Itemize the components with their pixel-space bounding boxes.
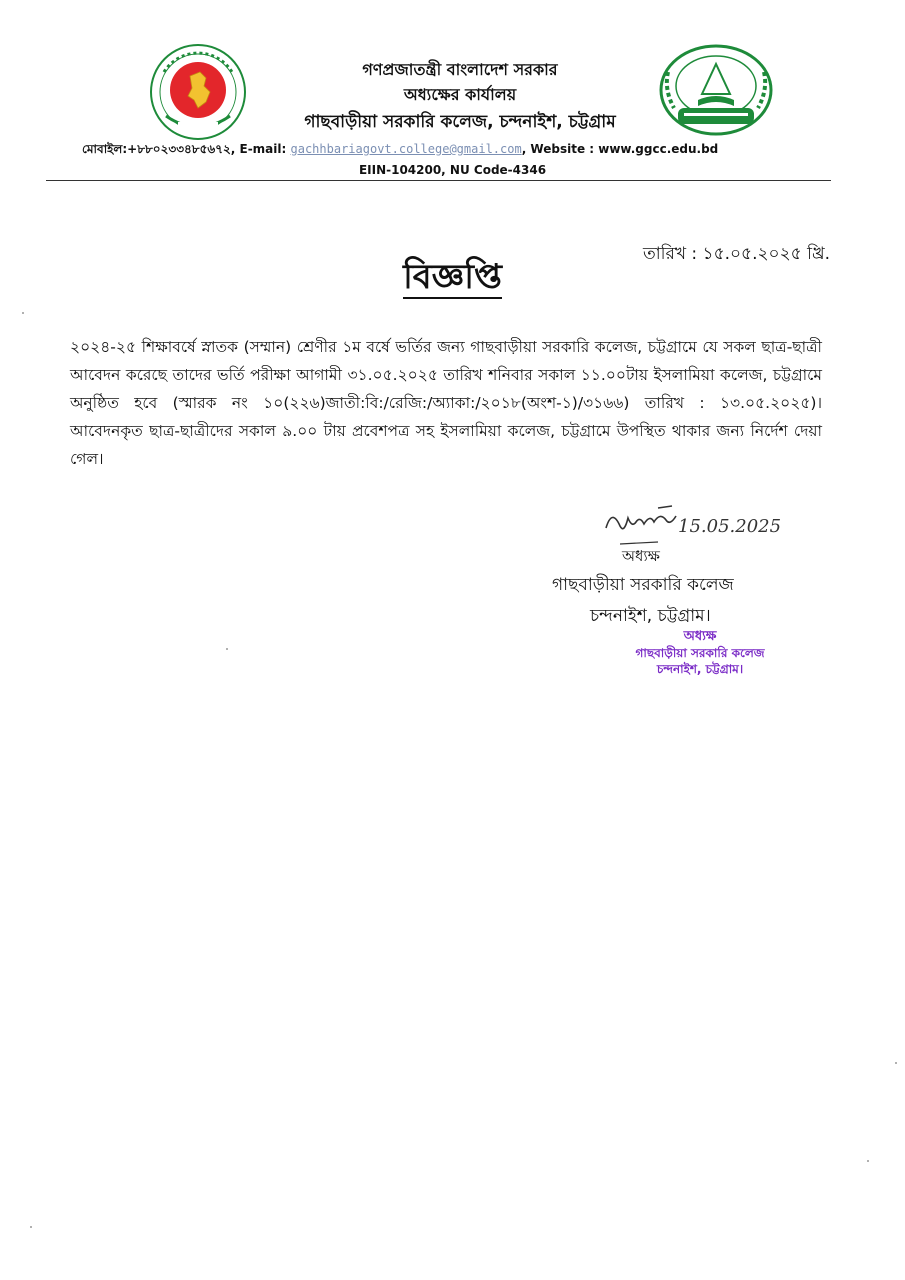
stamp-title: অধ্যক্ষ: [683, 629, 717, 644]
mobile-label: মোবাইল:+৮৮০২৩৩৪৮৫৬৭২, E-mail:: [82, 142, 287, 156]
government-name: গণপ্রজাতন্ত্রী বাংলাদেশ সরকার: [362, 60, 558, 79]
website-text: , Website : www.ggcc.edu.bd: [521, 142, 719, 156]
scan-speck: [895, 1062, 897, 1064]
official-stamp: [610, 628, 790, 677]
college-name: গাছবাড়ীয়া সরকারি কলেজ, চন্দনাইশ, চট্টগ্রাম: [304, 112, 616, 132]
contact-line: [82, 141, 822, 157]
signature-date: 15.05.2025: [678, 516, 782, 537]
notice-date: তারিখ : ১৫.০৫.২০২৫ খ্রি.: [642, 244, 830, 264]
office-header: [250, 58, 670, 136]
signatory-title: অধ্যক্ষ: [622, 547, 660, 565]
notice-title: [0, 252, 905, 302]
email-link[interactable]: gachhbariagovt.college@gmail.com: [290, 142, 522, 156]
handwritten-signature: [598, 498, 798, 548]
notice-body: ২০২৪-২৫ শিক্ষাবর্ষে স্নাতক (সম্মান) শ্রেণীর ১ম বর্ষে ভর্তির জন্য গাছবাড়ীয়া সরকারি কলেজ, চট্টগ্রামে যে সকল ছাত্র-ছাত্রী আবেদন করেছে তাদের ভর্তি পরীক্ষা আগামী ৩১.০৫.২০২৫ তারিখ শনিবার সকাল ১১.০০টায় ইসলামিয়া কলেজ, চট্টগ্রামে অনুষ্ঠিত হবে (স্মারক নং ১০(২২৬)জাতী:বি:/রেজি:/অ্যাকা:/২০১৮(অংশ-১)/৩১৬৬) তারিখ : ১৩.০৫.২০২৫)। আবেদনকৃত ছাত্র-ছাত্রীদের সকাল ৯.০০ টায় প্রবেশপত্র সহ ইসলামিয়া কলেজ, চট্টগ্রামে উপস্থিত থাকার জন্য নির্দেশ দেয়া গেল।: [70, 338, 822, 468]
scan-speck: [30, 1226, 32, 1228]
header-divider: [46, 180, 831, 181]
signatory-college: গাছবাড়ীয়া সরকারি কলেজ: [552, 575, 734, 595]
scan-speck: [226, 648, 228, 650]
scan-speck: [22, 312, 24, 314]
eiin-code: EIIN-104200, NU Code-4346: [358, 163, 547, 177]
scan-speck: [867, 1160, 869, 1162]
college-emblem-icon: [656, 42, 776, 138]
notice-title-text: বিজ্ঞপ্তি: [403, 257, 502, 297]
stamp-college: গাছবাড়ীয়া সরকারি কলেজ: [635, 646, 765, 660]
signatory-place: চন্দনাইশ, চট্টগ্রাম।: [590, 606, 711, 626]
bangladesh-government-seal-icon: [142, 42, 254, 142]
stamp-place: চন্দনাইশ, চট্টগ্রাম।: [656, 662, 744, 676]
office-name: অধ্যক্ষের কার্যালয়: [403, 85, 517, 104]
